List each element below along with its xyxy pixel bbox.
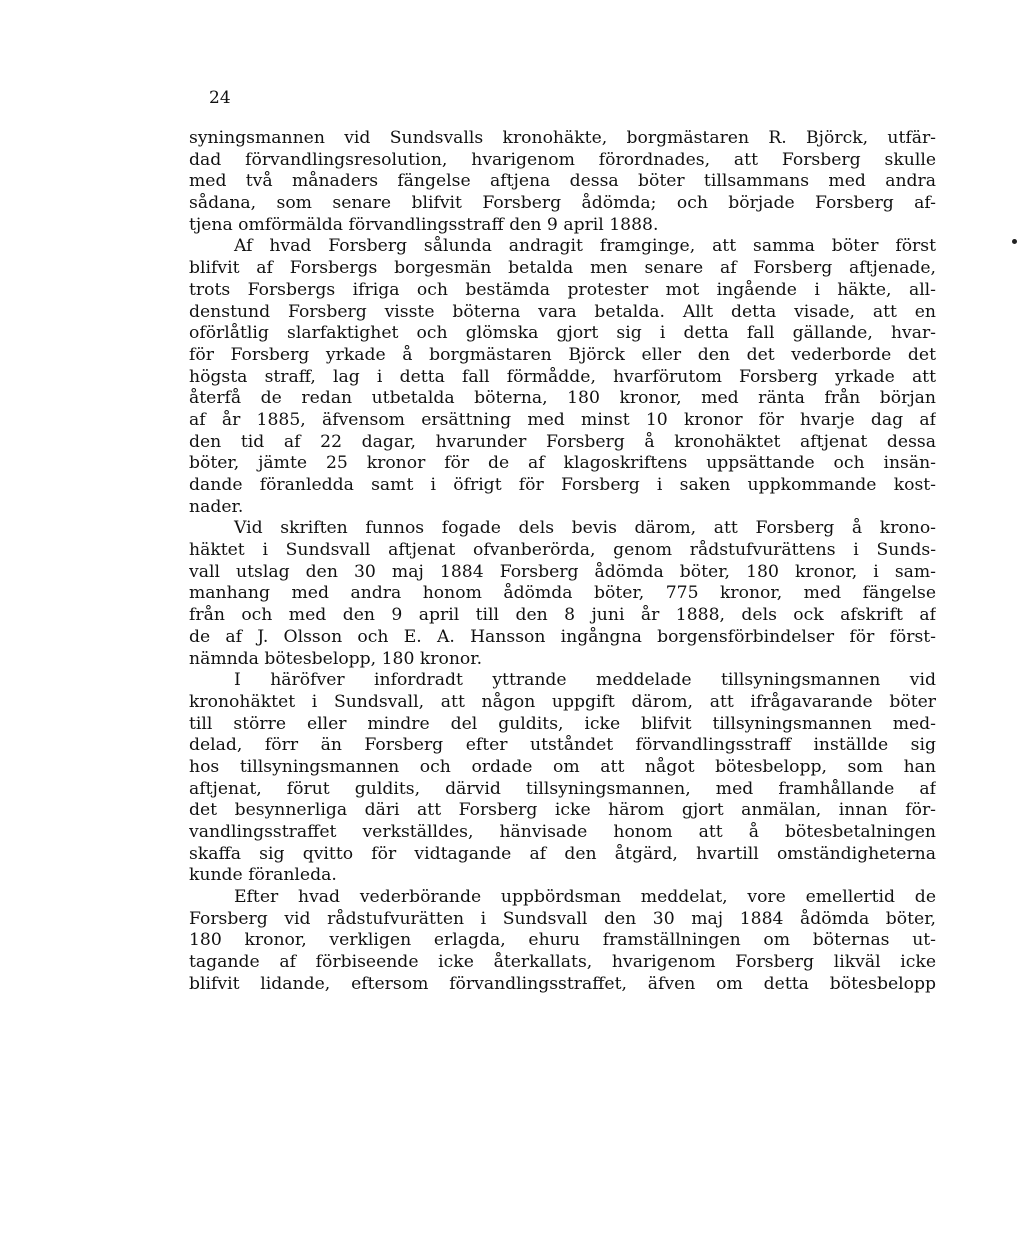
- text-line: Af hvad Forsberg sålunda andragit framginge, att samma böter först: [234, 236, 936, 257]
- text-line: I häröfver infordradt yttrande meddelade tillsyningsmannen vid: [234, 670, 936, 691]
- text-line: vandlingsstraffet verkställdes, hänvisade honom att å bötesbetalningen: [189, 822, 936, 842]
- text-line: till större eller mindre del guldits, icke blifvit tillsyningsmannen med-: [189, 713, 936, 734]
- text-line: trots Forsbergs ifriga och bestämda protester mot ingående i häkte, all-: [189, 279, 936, 300]
- text-line: delad, förr än Forsberg efter utståndet förvandlingsstraff inställde sig: [189, 735, 936, 756]
- text-line: för Forsberg yrkade å borgmästaren Björck eller den det vederborde det: [189, 344, 936, 365]
- text-line: syningsmannen vid Sundsvalls kronohäkte, borgmästaren R. Björck, utfär-: [189, 128, 936, 148]
- text-line: skaffa sig qvitto för vidtagande af den åtgärd, hvartill omständigheterna: [189, 843, 936, 864]
- text-line: vall utslag den 30 maj 1884 Forsberg ådömda böter, 180 kronor, i sam-: [189, 561, 936, 582]
- text-line: blifvit af Forsbergs borgesmän betalda men senare af Forsberg aftjenade,: [189, 258, 936, 279]
- page-number: 24: [209, 88, 231, 108]
- text-line: denstund Forsberg visste böterna vara betalda. Allt detta visade, att en: [189, 301, 936, 322]
- text-line: de af J. Olsson och E. A. Hansson ingångna borgensförbindelser för först-: [189, 626, 936, 647]
- text-line: böter, jämte 25 kronor för de af klagoskriftens uppsättande och insän-: [189, 453, 936, 474]
- text-line: högsta straff, lag i detta fall förmådde, hvarförutom Forsberg yrkade att: [189, 366, 936, 387]
- margin-speck: [1012, 239, 1017, 244]
- text-line: blifvit lidande, eftersom förvandlingsstraffet, äfven om detta bötesbelopp: [189, 973, 936, 994]
- text-line: af år 1885, äfvensom ersättning med minst 10 kronor för hvarje dag af: [189, 409, 936, 430]
- text-line: hos tillsyningsmannen och ordade om att något bötesbelopp, som han: [189, 756, 936, 777]
- text-line: nämnda bötesbelopp, 180 kronor.: [189, 648, 483, 669]
- text-line: dad förvandlingsresolution, hvarigenom förordnades, att Forsberg skulle: [189, 149, 936, 170]
- text-line: sådana, som senare blifvit Forsberg ådömda; och började Forsberg af-: [189, 193, 936, 214]
- text-line: aftjenat, förut guldits, därvid tillsyningsmannen, med framhållande af: [189, 778, 936, 799]
- text-line: tjena omförmälda förvandlingsstraff den 9 april 1888.: [189, 214, 659, 235]
- text-line: Efter hvad vederbörande uppbördsman meddelat, vore emellertid de: [234, 887, 936, 908]
- text-line: häktet i Sundsvall aftjenat ofvanberörda, genom rådstufvurättens i Sunds-: [189, 540, 936, 561]
- text-line: oförlåtlig slarfaktighet och glömska gjort sig i detta fall gällande, hvar-: [189, 323, 936, 344]
- text-line: det besynnerliga däri att Forsberg icke härom gjort anmälan, innan för-: [189, 800, 936, 821]
- text-line: manhang med andra honom ådömda böter, 775 kronor, med fängelse: [189, 583, 936, 604]
- text-line: återfå de redan utbetalda böterna, 180 kronor, med ränta från början: [189, 388, 936, 409]
- text-line: tagande af förbiseende icke återkallats, hvarigenom Forsberg likväl icke: [189, 952, 936, 973]
- text-line: från och med den 9 april till den 8 juni år 1888, dels ock afskrift af: [189, 605, 936, 626]
- text-line: med två månaders fängelse aftjena dessa böter tillsammans med andra: [189, 171, 936, 192]
- body-text: [189, 128, 936, 996]
- text-line: 180 kronor, verkligen erlagda, ehuru framställningen om böternas ut-: [189, 930, 936, 951]
- text-line: Vid skriften funnos fogade dels bevis därom, att Forsberg å krono-: [234, 518, 936, 539]
- text-line: nader.: [189, 496, 244, 517]
- text-line: dande föranledda samt i öfrigt för Forsberg i saken uppkommande kost-: [189, 475, 936, 495]
- text-line: kronohäktet i Sundsvall, att någon uppgift därom, att ifrågavarande böter: [189, 691, 936, 712]
- text-line: kunde föranleda.: [189, 865, 337, 886]
- text-line: den tid af 22 dagar, hvarunder Forsberg å kronohäktet aftjenat dessa: [189, 431, 936, 452]
- text-line: Forsberg vid rådstufvurätten i Sundsvall den 30 maj 1884 ådömda böter,: [189, 908, 936, 929]
